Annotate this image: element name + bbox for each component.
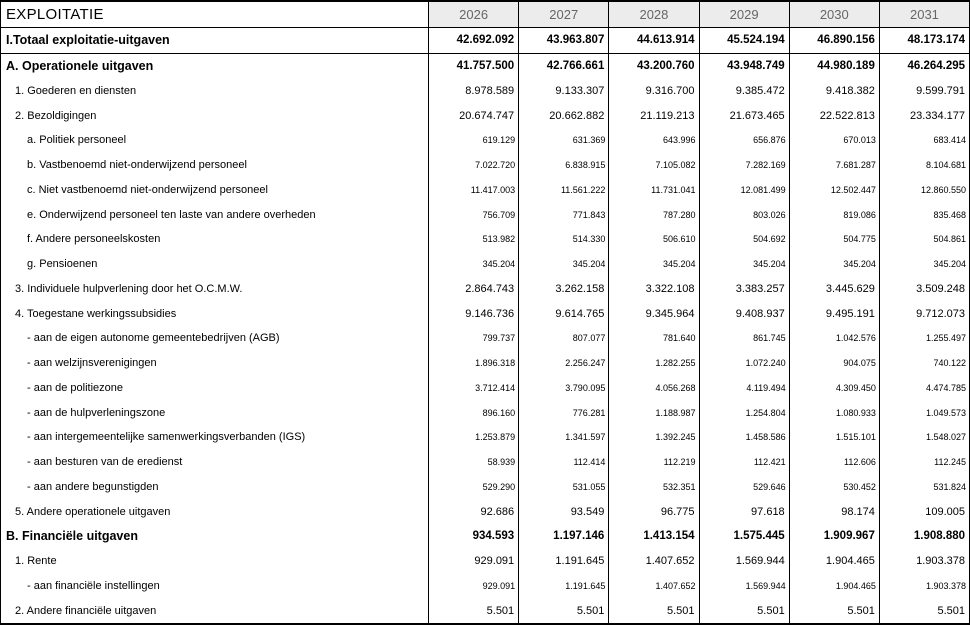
- value-cell: 1.042.576: [790, 326, 880, 351]
- value-cell: 504.692: [700, 227, 790, 252]
- value-cell: 345.204: [790, 252, 880, 277]
- table-row: [1, 351, 969, 376]
- value-cell: 1.197.146: [519, 524, 609, 549]
- table-row: [1, 425, 969, 450]
- value-cell: 20.662.882: [519, 103, 609, 128]
- value-cell: 44.613.914: [609, 28, 699, 53]
- row-label: 5. Andere operationele uitgaven: [1, 499, 429, 524]
- value-cell: 5.501: [937, 604, 966, 617]
- value-cell: 58.939: [429, 450, 519, 475]
- table-row: [1, 376, 969, 401]
- row-label: 2. Andere financiële uitgaven: [1, 598, 429, 623]
- value-cell: 3.262.158: [519, 277, 609, 302]
- row-label: 1. Rente: [1, 549, 429, 574]
- row-label: - aan intergemeentelijke samenwerkingsverbanden (IGS): [1, 425, 429, 450]
- value-cell: 896.160: [429, 400, 519, 425]
- table-row: [1, 54, 969, 79]
- value-cell: 1.407.652: [609, 549, 699, 574]
- value-cell: 1.575.445: [700, 524, 790, 549]
- row-label: b. Vastbenoemd niet-onderwijzend personeel: [1, 153, 429, 178]
- value-cell: 345.204: [519, 252, 609, 277]
- value-cell: 529.646: [700, 475, 790, 500]
- row-label: - aan andere begunstigden: [1, 475, 429, 500]
- table-row: [1, 277, 969, 302]
- value-cell: 9.712.073: [916, 307, 966, 320]
- table-row: [1, 252, 969, 277]
- table-row: [1, 128, 969, 153]
- table-row: [1, 178, 969, 203]
- value-cell: 5.501: [700, 598, 790, 623]
- value-cell: 112.606: [790, 450, 880, 475]
- value-cell: 345.204: [429, 252, 519, 277]
- value-cell: 48.173.174: [907, 34, 966, 47]
- value-cell: 1.341.597: [519, 425, 609, 450]
- value-cell: 112.219: [609, 450, 699, 475]
- value-cell: 11.417.003: [429, 178, 519, 203]
- value-cell: 97.618: [700, 499, 790, 524]
- value-cell: 835.468: [933, 209, 967, 220]
- value-cell: 513.982: [429, 227, 519, 252]
- value-cell: 96.775: [609, 499, 699, 524]
- value-cell: 8.104.681: [925, 160, 967, 171]
- value-cell: 2.256.247: [519, 351, 609, 376]
- value-cell: 504.775: [790, 227, 880, 252]
- value-cell: 1.049.573: [925, 407, 967, 418]
- value-cell: 4.119.494: [700, 376, 790, 401]
- value-cell: 819.086: [790, 202, 880, 227]
- value-cell: 112.245: [934, 457, 967, 468]
- value-cell: 12.860.550: [920, 184, 967, 195]
- value-cell: 619.129: [429, 128, 519, 153]
- value-cell: 9.146.736: [429, 301, 519, 326]
- value-cell: 1.896.318: [429, 351, 519, 376]
- value-cell: 643.996: [609, 128, 699, 153]
- value-cell: 6.838.915: [519, 153, 609, 178]
- table-row: [1, 574, 969, 599]
- value-cell: 9.316.700: [609, 79, 699, 104]
- table-row: [1, 598, 969, 623]
- table-row: [1, 103, 969, 128]
- value-cell: 5.501: [519, 598, 609, 623]
- value-cell: 22.522.813: [790, 103, 880, 128]
- value-cell: 21.673.465: [700, 103, 790, 128]
- value-cell: 1.569.944: [700, 549, 790, 574]
- row-label: I.Totaal exploitatie-uitgaven: [1, 28, 429, 53]
- value-cell: 656.876: [700, 128, 790, 153]
- value-cell: 531.055: [519, 475, 609, 500]
- value-cell: 12.081.499: [700, 178, 790, 203]
- row-label: - aan de politiezone: [1, 376, 429, 401]
- table-header-row: [1, 2, 969, 28]
- value-cell: 514.330: [519, 227, 609, 252]
- table-row: [1, 499, 969, 524]
- value-cell: 1.548.027: [925, 432, 967, 443]
- value-cell: 3.383.257: [700, 277, 790, 302]
- value-cell: 1.072.240: [700, 351, 790, 376]
- row-label: e. Onderwijzend personeel ten laste van andere overheden: [1, 202, 429, 227]
- value-cell: 9.385.472: [700, 79, 790, 104]
- value-cell: 787.280: [609, 202, 699, 227]
- value-cell: 1.407.652: [609, 574, 699, 599]
- value-cell: 21.119.213: [609, 103, 699, 128]
- value-cell: 1.255.497: [925, 333, 967, 344]
- table-row: [1, 301, 969, 326]
- value-cell: 4.309.450: [790, 376, 880, 401]
- value-cell: 42.766.661: [519, 54, 609, 79]
- value-cell: 7.282.169: [700, 153, 790, 178]
- value-cell: 1.904.465: [790, 549, 880, 574]
- value-cell: 46.264.295: [907, 60, 966, 73]
- value-cell: 861.745: [700, 326, 790, 351]
- year-column-header: 2031: [880, 2, 969, 27]
- row-label: 4. Toegestane werkingssubsidies: [1, 301, 429, 326]
- value-cell: 4.474.785: [925, 382, 967, 393]
- value-cell: 45.524.194: [700, 28, 790, 53]
- table-row: [1, 202, 969, 227]
- value-cell: 11.561.222: [519, 178, 609, 203]
- table-row: [1, 326, 969, 351]
- value-cell: 345.204: [609, 252, 699, 277]
- row-label: 3. Individuele hulpverlening door het O.C.M.W.: [1, 277, 429, 302]
- value-cell: 1.903.378: [916, 555, 966, 568]
- value-cell: 756.709: [429, 202, 519, 227]
- value-cell: 934.593: [429, 524, 519, 549]
- value-cell: 46.890.156: [790, 28, 880, 53]
- value-cell: 929.091: [429, 549, 519, 574]
- value-cell: 8.978.589: [429, 79, 519, 104]
- value-cell: 5.501: [429, 598, 519, 623]
- value-cell: 504.861: [933, 234, 967, 245]
- table-row: [1, 79, 969, 104]
- value-cell: 7.022.720: [429, 153, 519, 178]
- value-cell: 43.948.749: [700, 54, 790, 79]
- value-cell: 530.452: [790, 475, 880, 500]
- value-cell: 41.757.500: [429, 54, 519, 79]
- value-cell: 3.790.095: [519, 376, 609, 401]
- value-cell: 1.458.586: [700, 425, 790, 450]
- value-cell: 93.549: [519, 499, 609, 524]
- year-column-header: 2027: [519, 2, 609, 27]
- table-row: [1, 475, 969, 500]
- value-cell: 9.133.307: [519, 79, 609, 104]
- value-cell: 1.191.645: [519, 574, 609, 599]
- row-label: - aan de hulpverleningszone: [1, 400, 429, 425]
- value-cell: 112.414: [519, 450, 609, 475]
- row-label: B. Financiële uitgaven: [1, 524, 429, 549]
- table-row: [1, 549, 969, 574]
- year-column-header: 2026: [429, 2, 519, 27]
- value-cell: 1.254.804: [700, 400, 790, 425]
- value-cell: 9.599.791: [916, 84, 966, 97]
- value-cell: 631.369: [519, 128, 609, 153]
- table-row: [1, 227, 969, 252]
- value-cell: 531.824: [933, 481, 967, 492]
- year-column-header: 2029: [700, 2, 790, 27]
- row-label: g. Pensioenen: [1, 252, 429, 277]
- value-cell: 3.322.108: [609, 277, 699, 302]
- value-cell: 1.080.933: [790, 400, 880, 425]
- value-cell: 1.413.154: [609, 524, 699, 549]
- table-row: [1, 28, 969, 54]
- value-cell: 771.843: [519, 202, 609, 227]
- row-label: - aan besturen van de eredienst: [1, 450, 429, 475]
- value-cell: 20.674.747: [429, 103, 519, 128]
- value-cell: 3.509.248: [916, 282, 966, 295]
- value-cell: 532.351: [609, 475, 699, 500]
- value-cell: 9.495.191: [790, 301, 880, 326]
- value-cell: 803.026: [700, 202, 790, 227]
- value-cell: 1.253.879: [429, 425, 519, 450]
- row-label: a. Politiek personeel: [1, 128, 429, 153]
- value-cell: 1.908.880: [913, 530, 966, 543]
- value-cell: 1.903.378: [925, 580, 967, 591]
- value-cell: 740.122: [933, 358, 967, 369]
- value-cell: 44.980.189: [790, 54, 880, 79]
- value-cell: 7.681.287: [790, 153, 880, 178]
- value-cell: 776.281: [519, 400, 609, 425]
- value-cell: 92.686: [429, 499, 519, 524]
- value-cell: 98.174: [790, 499, 880, 524]
- table-row: [1, 450, 969, 475]
- value-cell: 9.345.964: [609, 301, 699, 326]
- value-cell: 1.392.245: [609, 425, 699, 450]
- value-cell: 904.075: [790, 351, 880, 376]
- value-cell: 5.501: [609, 598, 699, 623]
- table-row: [1, 153, 969, 178]
- table-body: [1, 28, 969, 623]
- value-cell: 1.569.944: [700, 574, 790, 599]
- value-cell: 5.501: [790, 598, 880, 623]
- value-cell: 1.904.465: [790, 574, 880, 599]
- value-cell: 506.610: [609, 227, 699, 252]
- value-cell: 12.502.447: [790, 178, 880, 203]
- value-cell: 799.737: [429, 326, 519, 351]
- value-cell: 929.091: [429, 574, 519, 599]
- value-cell: 1.191.645: [519, 549, 609, 574]
- table-row: [1, 400, 969, 425]
- value-cell: 1.282.255: [609, 351, 699, 376]
- value-cell: 3.712.414: [429, 376, 519, 401]
- value-cell: 1.909.967: [790, 524, 880, 549]
- year-column-header: 2030: [790, 2, 880, 27]
- row-label: - aan de eigen autonome gemeentebedrijven (AGB): [1, 326, 429, 351]
- value-cell: 42.692.092: [429, 28, 519, 53]
- value-cell: 43.200.760: [609, 54, 699, 79]
- row-label: f. Andere personeelskosten: [1, 227, 429, 252]
- value-cell: 7.105.082: [609, 153, 699, 178]
- row-label: - aan welzijnsverenigingen: [1, 351, 429, 376]
- value-cell: 345.204: [700, 252, 790, 277]
- value-cell: 1.188.987: [609, 400, 699, 425]
- value-cell: 11.731.041: [609, 178, 699, 203]
- value-cell: 9.408.937: [700, 301, 790, 326]
- value-cell: 112.421: [700, 450, 790, 475]
- value-cell: 683.414: [933, 135, 967, 146]
- row-label: 2. Bezoldigingen: [1, 103, 429, 128]
- value-cell: 2.864.743: [429, 277, 519, 302]
- value-cell: 109.005: [925, 505, 966, 518]
- value-cell: 9.418.382: [790, 79, 880, 104]
- value-cell: 43.963.807: [519, 28, 609, 53]
- value-cell: 807.077: [519, 326, 609, 351]
- value-cell: 3.445.629: [790, 277, 880, 302]
- table-row: [1, 524, 969, 549]
- row-label: c. Niet vastbenoemd niet-onderwijzend personeel: [1, 178, 429, 203]
- value-cell: 529.290: [429, 475, 519, 500]
- value-cell: 4.056.268: [609, 376, 699, 401]
- value-cell: 1.515.101: [790, 425, 880, 450]
- value-cell: 23.334.177: [909, 109, 966, 122]
- row-label: - aan financiële instellingen: [1, 574, 429, 599]
- row-label: A. Operationele uitgaven: [1, 54, 429, 79]
- value-cell: 670.013: [790, 128, 880, 153]
- value-cell: 345.204: [933, 259, 967, 270]
- value-cell: 781.640: [609, 326, 699, 351]
- table-title: EXPLOITATIE: [1, 2, 429, 27]
- row-label: 1. Goederen en diensten: [1, 79, 429, 104]
- year-column-header: 2028: [609, 2, 699, 27]
- value-cell: 9.614.765: [519, 301, 609, 326]
